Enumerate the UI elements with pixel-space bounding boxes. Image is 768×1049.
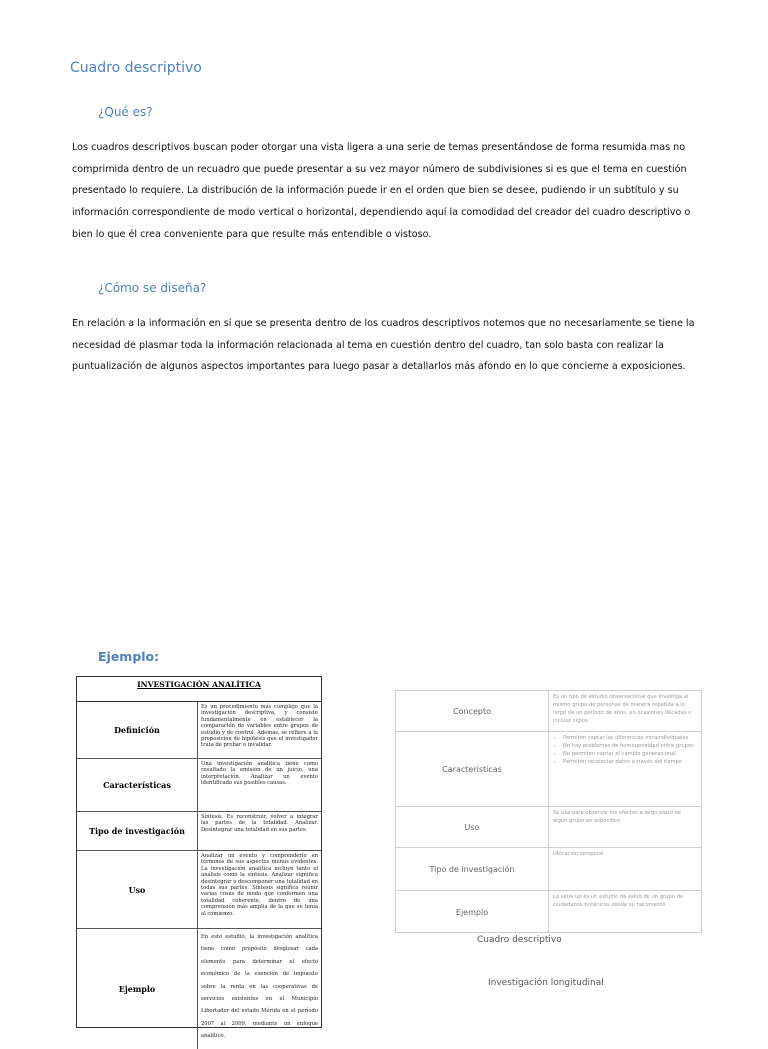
- page-heading: Cuadro descriptivo: [70, 60, 202, 76]
- row-text: Una investigación analítica tiene como resultado la emisión de un juicio, una interpretación. Analizar un evento identificado sus posibles causas.: [201, 761, 318, 787]
- table-row: [396, 691, 701, 732]
- row-text: Analizar un evento y comprenderlo en términos de sus aspectos menos evidentes. La investigación analítica incluye tanto el análisis como la síntesis. Analizar significa desintegrar o descomponer una totalidad en todas sus partes. Síntesis significa reunir varias cosas de modo que conformen una totalidad coherente, dentro de una comprensión más amplia de la que se tenía al comienzo.: [201, 853, 318, 917]
- row-label: Uso: [77, 851, 198, 928]
- table-row: [77, 851, 321, 929]
- longitudinal-research-table: [395, 690, 702, 933]
- table-row: [77, 929, 321, 1049]
- row-label: Ejemplo: [396, 891, 549, 933]
- caption-longitudinal: Investigación longitudinal: [488, 978, 604, 988]
- list-item: • No permiten captar el cambio generacional: [563, 750, 697, 758]
- row-text: Se usa para observar los efectos a largo plazo de algún grupo en específico.: [553, 810, 682, 824]
- row-text: Es un tipo de estudio observacional que investiga al mismo grupo de personas de manera repetida a lo largo de un período de años, en ocasiones décadas o incluso siglos.: [553, 694, 692, 724]
- section-how-body: En relación a la información en sí que se presenta dentro de los cuadros descriptivos notemos que no necesariamente se tiene la necesidad de plasmar toda la información relacionada al tema en cuestión dentro del cuadro, tan solo basta con realizar la puntualización de algunos aspectos importantes para luego pasar a detallarlos más afondo en lo que concierne a exposiciones.: [72, 318, 695, 373]
- row-label: Ejemplo: [77, 929, 198, 1049]
- row-bullets: [549, 732, 701, 806]
- section-what-title: ¿Qué es?: [98, 105, 153, 119]
- row-label: Definición: [77, 702, 198, 758]
- table-row: [396, 807, 701, 848]
- row-text: La serie up es un estudio de salud de un grupo de ciudadanos británicos desde su nacimiento: [553, 894, 684, 908]
- row-text: Es un procedimiento más complejo que la investigación descriptiva, y consiste fundamentalmente en establecer la comparación de variables entre grupos de estudio y de control. Además, se refiere a la proposición de hipótesis que el investigador trata de probar o invalidar.: [201, 704, 318, 749]
- row-label: Características: [77, 759, 198, 811]
- row-label: Tipo de investigación: [396, 848, 549, 890]
- list-item: • No hay problemas de homogeneidad entre grupos: [563, 742, 697, 750]
- row-label: Tipo de investigación: [77, 812, 198, 850]
- row-text: Síntesis. Es reconstruir, volver a integrar las partes de la totalidad. Analizar. Desintegrar una totalidad en sus partes.: [201, 814, 318, 833]
- table-row: [77, 812, 321, 851]
- row-label: Características: [396, 732, 549, 806]
- row-label: Concepto: [396, 691, 549, 731]
- example-title: Ejemplo:: [98, 649, 160, 664]
- row-text: Ubicación temporal: [553, 851, 604, 857]
- section-how-title: ¿Cómo se diseña?: [98, 281, 207, 295]
- table-row: [396, 891, 701, 933]
- row-label: Uso: [396, 807, 549, 847]
- row-text: En este estudio, la investigación analítica tiene como propósito desglosar cada elemento para determinar el efecto económico de la exención de impuesto sobre la renta en las cooperativas de servicios existentes en el Municipio Libertador del estado Mérida en el período 2007 al 2009, mediante un enfoque analítico.: [201, 934, 318, 1040]
- table-row: [396, 732, 701, 807]
- list-item: • Permiten recolectar datos a través del tiempo: [563, 758, 697, 766]
- section-what-body: Los cuadros descriptivos buscan poder otorgar una vista ligera a una serie de temas presentándose de forma resumida mas no comprimida dentro de un recuadro que puede presentar a su vez mayor número de subdivisiones si es que el tema en cuestión presentado lo requiere. La distribución de la información puede ir en el orden que bien se desee, pudiendo ir un subtítulo y su información correspondiente de modo vertical o horizontal, dependiendo aquí la comodidad del creador del cuadro descriptivo o bien lo que él crea conveniente para que resulte más entendible o vistoso.: [72, 142, 691, 240]
- table-row: [77, 702, 321, 759]
- table-row: [77, 759, 321, 812]
- list-item: • Permiten captar las diferencias intraindividuales: [563, 734, 697, 742]
- caption-descriptive-chart: Cuadro descriptivo: [477, 935, 562, 945]
- analytic-research-table: [76, 676, 322, 1040]
- table-row: [396, 848, 701, 891]
- table-title: INVESTIGACIÓN ANALÍTICA: [77, 677, 321, 702]
